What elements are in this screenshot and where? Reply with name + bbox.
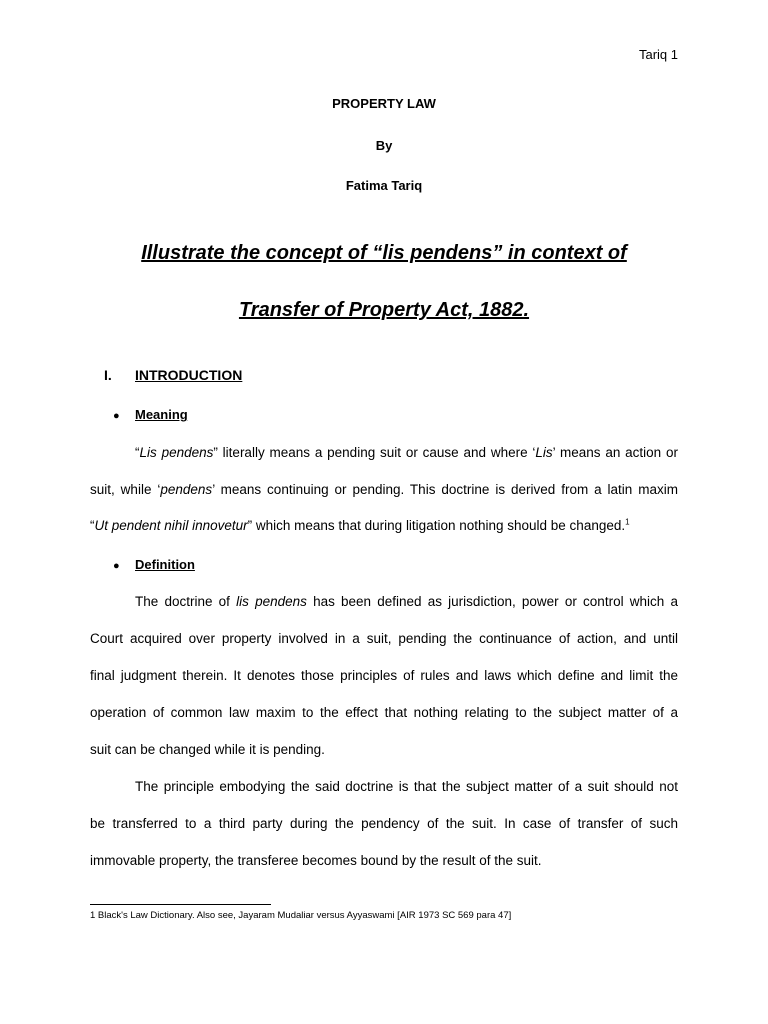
principle-line-1: The principle embodying the said doctrine is that the subject matter of a suit should not — [135, 779, 678, 794]
meaning-line-1: “Lis pendens” literally means a pending suit or cause and where ‘Lis’ means an action or — [135, 445, 678, 460]
section-number: I. — [104, 367, 112, 383]
footnote-number: 1 — [90, 910, 96, 921]
definition-line-4: operation of common law maxim to the effect that nothing relating to the subject matter of a — [90, 705, 678, 720]
bullet-meaning — [113, 407, 188, 422]
bullet-dot-icon: ● — [113, 410, 120, 422]
meaning-line-3: “Ut pendent nihil innovetur” which means that during litigation nothing should be changed.$^1$ — [90, 517, 630, 533]
principle-line-3: immovable property, the transferee becomes bound by the result of the suit. — [90, 853, 542, 868]
footnote-separator — [90, 904, 271, 905]
bullet-definition — [113, 557, 195, 572]
section-title: INTRODUCTION — [135, 367, 243, 383]
page-header: Tariq 1 — [638, 47, 678, 62]
document-title-line-1: Illustrate the concept of “lis pendens” in context of — [141, 242, 627, 264]
definition-line-2: Court acquired over property involved in a suit, pending the continuance of action, and until — [90, 631, 678, 646]
subject-title: PROPERTY LAW — [332, 96, 436, 111]
definition-line-3: final judgment therein. It denotes those principles of rules and laws which define and limit the — [90, 668, 678, 683]
section-heading-introduction — [104, 367, 242, 383]
principle-line-2: be transferred to a third party during the pendency of the suit. In case of transfer of such — [90, 816, 678, 831]
document-title-line-2: Transfer of Property Act, 1882. — [238, 299, 530, 321]
definition-line-5: suit can be changed while it is pending. — [90, 742, 325, 757]
by-line: By — [375, 138, 393, 153]
footnote — [90, 910, 511, 921]
author-name: Fatima Tariq — [345, 178, 423, 193]
meaning-line-2: suit, while ‘pendens’ means continuing or pending. This doctrine is derived from a latin maxim — [90, 482, 678, 497]
bullet-label: Definition — [135, 557, 195, 572]
definition-line-1: The doctrine of lis pendens has been defined as jurisdiction, power or control which a — [135, 594, 678, 609]
footnote-reference: 1 — [625, 517, 630, 527]
bullet-dot-icon: ● — [113, 560, 120, 572]
footnote-text: Black's Law Dictionary. Also see, Jayaram Mudaliar versus Ayyaswami [AIR 1973 SC 569 para 47] — [95, 910, 512, 921]
bullet-label: Meaning — [135, 407, 188, 422]
